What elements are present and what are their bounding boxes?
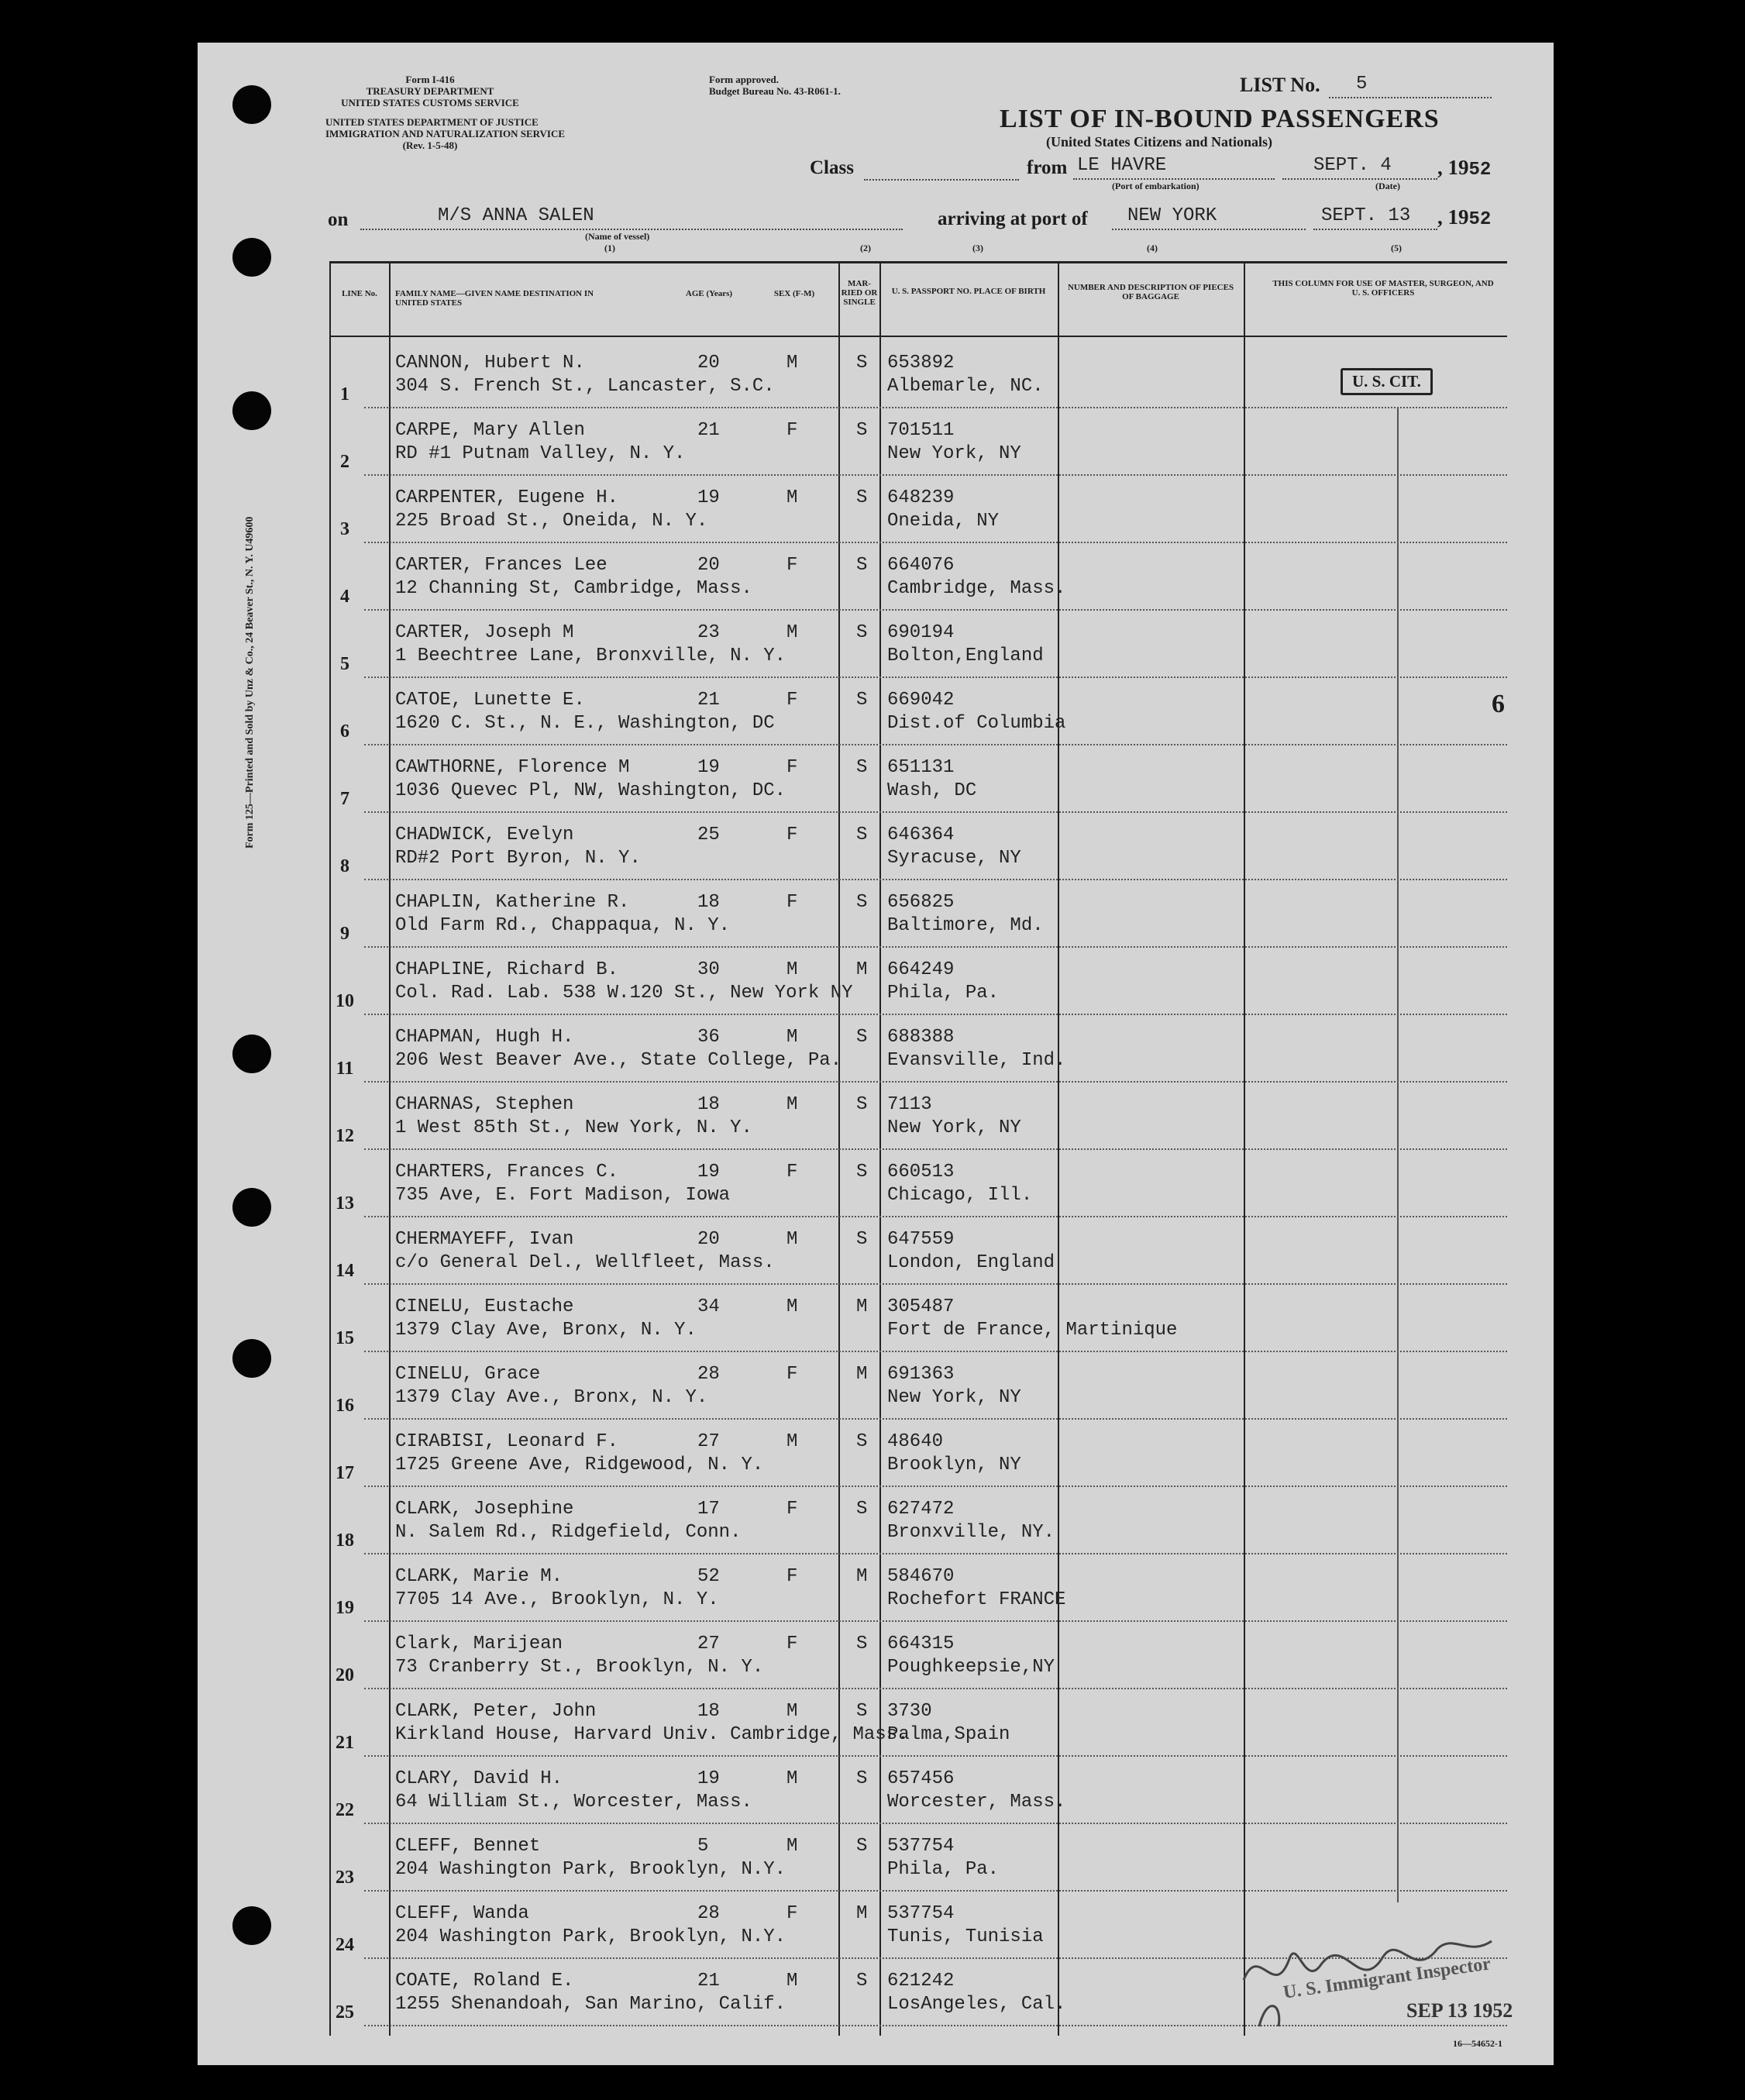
passport-number: 664315	[887, 1634, 955, 1654]
marital-status: M	[856, 1566, 868, 1587]
form-number: Form I-416	[405, 74, 455, 85]
table-row	[329, 1420, 1507, 1487]
marital-status: S	[856, 420, 868, 441]
table-row	[329, 476, 1507, 543]
passenger-address: 1620 C. St., N. E., Washington, DC	[395, 713, 775, 734]
passenger-age: 19	[697, 1162, 720, 1183]
line-number: 3	[340, 519, 349, 539]
passenger-age: 18	[697, 1701, 720, 1722]
passenger-sex: F	[786, 1566, 798, 1587]
vessel-caption: (Name of vessel)	[585, 231, 650, 242]
passenger-sex: M	[786, 1971, 798, 1992]
revision: (Rev. 1-5-48)	[402, 139, 458, 151]
departure-date: SEPT. 4	[1313, 155, 1392, 176]
passenger-age: 28	[697, 1903, 720, 1924]
marital-status: S	[856, 1094, 868, 1115]
line-number: 1	[340, 384, 349, 405]
passenger-sex: F	[786, 1634, 798, 1654]
passenger-name: CLEFF, Bennet	[395, 1836, 541, 1857]
place-of-birth: Rochefort FRANCE	[887, 1589, 1066, 1610]
marital-status: S	[856, 1634, 868, 1654]
line-number: 20	[336, 1665, 354, 1685]
passenger-address: c/o General Del., Wellfleet, Mass.	[395, 1252, 775, 1273]
passenger-name: Clark, Marijean	[395, 1634, 563, 1654]
passport-number: 48640	[887, 1431, 944, 1452]
place-of-birth: LosAngeles, Cal.	[887, 1994, 1066, 2015]
port-embark-caption: (Port of embarkation)	[1112, 181, 1199, 191]
passenger-name: CHAPLINE, Richard B.	[395, 959, 619, 980]
table-row	[329, 408, 1507, 476]
passport-number: 690194	[887, 622, 955, 643]
line-number: 6	[340, 721, 349, 742]
passenger-age: 21	[697, 420, 720, 441]
line-number: 19	[336, 1598, 354, 1618]
page-subtitle: (United States Citizens and Nationals)	[1046, 134, 1273, 150]
passenger-sex: M	[786, 1094, 798, 1115]
passenger-name: CHERMAYEFF, Ivan	[395, 1229, 574, 1250]
marital-status: S	[856, 1162, 868, 1183]
line-number: 18	[336, 1530, 354, 1551]
count-mark: 6	[1492, 690, 1505, 718]
passenger-address: 1379 Clay Ave., Bronx, N. Y.	[395, 1387, 708, 1408]
line-number: 21	[336, 1733, 354, 1753]
passenger-age: 25	[697, 825, 720, 845]
arrival-date: SEPT. 13	[1321, 205, 1411, 226]
passport-number: 305487	[887, 1296, 955, 1317]
passenger-sex: M	[786, 487, 798, 508]
passenger-name: CLARY, David H.	[395, 1768, 563, 1789]
inspector-stamp: U. S. Immigrant Inspector	[1282, 1954, 1492, 2003]
table-row	[329, 745, 1507, 813]
passenger-address: 1036 Quevec Pl, NW, Washington, DC.	[395, 780, 786, 801]
passenger-age: 5	[697, 1836, 709, 1857]
passenger-address: Col. Rad. Lab. 538 W.120 St., New York NY	[395, 983, 853, 1004]
from-label: from	[1027, 157, 1068, 178]
passenger-age: 20	[697, 1229, 720, 1250]
line-number: 22	[336, 1800, 354, 1820]
passenger-sex: F	[786, 757, 798, 778]
passenger-address: 1 West 85th St., New York, N. Y.	[395, 1117, 752, 1138]
passenger-address: 1725 Greene Ave, Ridgewood, N. Y.	[395, 1455, 764, 1475]
passenger-address: 1379 Clay Ave, Bronx, N. Y.	[395, 1320, 697, 1341]
on-label: on	[328, 209, 349, 230]
passport-number: 537754	[887, 1903, 955, 1924]
place-of-birth: Poughkeepsie,NY	[887, 1657, 1055, 1678]
passenger-sex: M	[786, 1027, 798, 1048]
line-number: 14	[336, 1261, 354, 1281]
passenger-name: CLARK, Marie M.	[395, 1566, 563, 1587]
marital-status: S	[856, 1971, 868, 1992]
date1-field	[1282, 155, 1437, 180]
place-of-birth: Cambridge, Mass.	[887, 578, 1066, 599]
passenger-address: 204 Washington Park, Brooklyn, N.Y.	[395, 1859, 786, 1880]
table-row	[329, 1824, 1507, 1892]
line-number: 15	[336, 1328, 354, 1348]
line-number: 2	[340, 452, 349, 472]
passenger-address: 735 Ave, E. Fort Madison, Iowa	[395, 1185, 731, 1206]
passenger-age: 23	[697, 622, 720, 643]
place-of-birth: Tunis, Tunisia	[887, 1926, 1044, 1947]
passport-number: 701511	[887, 420, 955, 441]
table-row	[329, 880, 1507, 948]
line-number: 7	[340, 789, 349, 809]
passenger-name: CINELU, Grace	[395, 1364, 541, 1385]
arrival-port-field	[1112, 205, 1306, 230]
line-number: 11	[336, 1059, 354, 1079]
binder-hole	[232, 391, 271, 430]
header-sex: SEX (F-M)	[773, 289, 815, 298]
year2: , 1952	[1437, 205, 1492, 230]
agency-block	[325, 74, 535, 108]
passport-number: 651131	[887, 757, 955, 778]
line-number: 4	[340, 587, 349, 607]
arrival-port: NEW YORK	[1127, 205, 1217, 226]
passport-number: 7113	[887, 1094, 932, 1115]
marital-status: S	[856, 1768, 868, 1789]
marital-status: S	[856, 825, 868, 845]
table-row	[329, 1352, 1507, 1420]
marital-status: S	[856, 353, 868, 374]
passenger-age: 17	[697, 1499, 720, 1520]
table-row	[329, 813, 1507, 880]
service: UNITED STATES CUSTOMS SERVICE	[341, 97, 519, 108]
passenger-age: 21	[697, 1971, 720, 1992]
passenger-sex: F	[786, 825, 798, 845]
header-age: AGE (Years)	[685, 289, 733, 298]
passport-number: 648239	[887, 487, 955, 508]
passenger-sex: F	[786, 1364, 798, 1385]
passenger-address: Kirkland House, Harvard Univ. Cambridge, Mass.	[395, 1724, 909, 1745]
printer-imprint: Form 125—Printed and Sold by Unz & Co., 24 Beaver St., N. Y. U49600	[244, 516, 256, 849]
marital-status: S	[856, 622, 868, 643]
passenger-address: 304 S. French St., Lancaster, S.C.	[395, 376, 775, 397]
marital-status: S	[856, 1701, 868, 1722]
line-number: 23	[336, 1868, 354, 1888]
passenger-sex: F	[786, 420, 798, 441]
marital-status: M	[856, 1364, 868, 1385]
passenger-age: 19	[697, 487, 720, 508]
passport-number: 669042	[887, 690, 955, 711]
port-embark-field	[1073, 155, 1275, 180]
place-of-birth: Dist.of Columbia	[887, 713, 1066, 734]
passenger-address: Old Farm Rd., Chappaqua, N. Y.	[395, 915, 731, 936]
passenger-sex: F	[786, 1499, 798, 1520]
passenger-name: CARPE, Mary Allen	[395, 420, 585, 441]
department: TREASURY DEPARTMENT	[366, 85, 494, 97]
passenger-address: 12 Channing St, Cambridge, Mass.	[395, 578, 752, 599]
header-line-no: LINE No.	[342, 289, 377, 298]
passenger-name: CARPENTER, Eugene H.	[395, 487, 619, 508]
passenger-name: CHADWICK, Evelyn	[395, 825, 574, 845]
passenger-sex: M	[786, 1836, 798, 1857]
table-row	[329, 1554, 1507, 1622]
passenger-age: 19	[697, 1768, 720, 1789]
passenger-address: N. Salem Rd., Ridgefield, Conn.	[395, 1522, 742, 1543]
passenger-age: 28	[697, 1364, 720, 1385]
passenger-sex: F	[786, 690, 798, 711]
passenger-sex: M	[786, 1768, 798, 1789]
table-row	[329, 1217, 1507, 1285]
tally-line	[1397, 407, 1399, 1902]
passport-number: 656825	[887, 892, 955, 913]
table-row	[329, 1083, 1507, 1150]
passenger-name: CHARNAS, Stephen	[395, 1094, 574, 1115]
passenger-address: 7705 14 Ave., Brooklyn, N. Y.	[395, 1589, 719, 1610]
passport-number: 664076	[887, 555, 955, 576]
line-number: 10	[336, 991, 354, 1011]
passport-number: 3730	[887, 1701, 932, 1722]
list-no-label: LIST No.	[1240, 74, 1320, 96]
binder-hole	[232, 1188, 271, 1227]
passenger-address: 204 Washington Park, Brooklyn, N.Y.	[395, 1926, 786, 1947]
passenger-name: CLEFF, Wanda	[395, 1903, 529, 1924]
line-number: 24	[336, 1935, 354, 1955]
passenger-address: 1 Beechtree Lane, Bronxville, N. Y.	[395, 645, 786, 666]
marital-status: M	[856, 959, 868, 980]
vessel-field	[360, 205, 903, 230]
page-title: LIST OF IN-BOUND PASSENGERS	[1000, 105, 1440, 133]
passenger-address: 64 William St., Worcester, Mass.	[395, 1792, 752, 1813]
header-officers: THIS COLUMN FOR USE OF MASTER, SURGEON, AND U. S. OFFICERS	[1272, 279, 1494, 298]
marital-status: S	[856, 555, 868, 576]
line-number: 9	[340, 924, 349, 944]
place-of-birth: Syracuse, NY	[887, 848, 1021, 869]
passenger-address: 206 West Beaver Ave., State College, Pa.	[395, 1050, 842, 1071]
table-row	[329, 1487, 1507, 1554]
passenger-age: 52	[697, 1566, 720, 1587]
passenger-sex: M	[786, 1701, 798, 1722]
passport-number: 691363	[887, 1364, 955, 1385]
passport-number: 584670	[887, 1566, 955, 1587]
passenger-sex: M	[786, 353, 798, 374]
place-of-birth: Brooklyn, NY	[887, 1455, 1021, 1475]
place-of-birth: Palma,Spain	[887, 1724, 1010, 1745]
passenger-age: 21	[697, 690, 720, 711]
passenger-sex: F	[786, 1903, 798, 1924]
place-of-birth: Fort de France, Martinique	[887, 1320, 1178, 1341]
binder-hole	[232, 1035, 271, 1073]
passenger-name: CHAPMAN, Hugh H.	[395, 1027, 574, 1048]
place-of-birth: Phila, Pa.	[887, 1859, 1000, 1880]
line-number: 16	[336, 1396, 354, 1416]
passport-number: 627472	[887, 1499, 955, 1520]
marital-status: S	[856, 1499, 868, 1520]
header-baggage: NUMBER AND DESCRIPTION OF PIECES OF BAGGAGE	[1067, 283, 1234, 301]
place-of-birth: Oneida, NY	[887, 511, 1000, 532]
table-row	[329, 1622, 1507, 1689]
approval-block: Form approved. Budget Bureau No. 43-R061-1.	[709, 74, 841, 97]
place-of-birth: New York, NY	[887, 443, 1021, 464]
place-of-birth: Phila, Pa.	[887, 983, 1000, 1004]
line-number: 25	[336, 2002, 354, 2023]
table-row	[329, 1757, 1507, 1824]
date-caption: (Date)	[1375, 181, 1400, 191]
passenger-name: CANNON, Hubert N.	[395, 353, 585, 374]
marital-status: M	[856, 1296, 868, 1317]
table-row	[329, 948, 1507, 1015]
marital-status: S	[856, 690, 868, 711]
passport-number: 647559	[887, 1229, 955, 1250]
passenger-name: CLARK, Josephine	[395, 1499, 574, 1520]
marital-status: S	[856, 892, 868, 913]
passenger-name: CLARK, Peter, John	[395, 1701, 597, 1722]
place-of-birth: Bronxville, NY.	[887, 1522, 1055, 1543]
table-row	[329, 543, 1507, 611]
place-of-birth: Evansville, Ind.	[887, 1050, 1066, 1071]
footer-code: 16—54652-1	[1453, 2038, 1502, 2049]
passenger-name: CINELU, Eustache	[395, 1296, 574, 1317]
line-number: 8	[340, 856, 349, 876]
passenger-age: 30	[697, 959, 720, 980]
passenger-age: 34	[697, 1296, 720, 1317]
inspection-date-stamp: SEP 13 1952	[1406, 1999, 1513, 2022]
place-of-birth: Albemarle, NC.	[887, 376, 1044, 397]
place-of-birth: Wash, DC	[887, 780, 977, 801]
passport-number: 657456	[887, 1768, 955, 1789]
passenger-name: CAWTHORNE, Florence M	[395, 757, 630, 778]
place-of-birth: Chicago, Ill.	[887, 1185, 1033, 1206]
passport-number: 621242	[887, 1971, 955, 1992]
us-citizen-stamp: U. S. CIT.	[1341, 368, 1433, 395]
header-married: MAR- RIED OR SINGLE	[841, 279, 878, 307]
passport-number: 646364	[887, 825, 955, 845]
table-row	[329, 678, 1507, 745]
passport-number: 660513	[887, 1162, 955, 1183]
binder-hole	[232, 85, 271, 124]
passenger-sex: F	[786, 892, 798, 913]
table-row	[329, 1150, 1507, 1217]
passenger-age: 18	[697, 892, 720, 913]
passenger-sex: M	[786, 1431, 798, 1452]
place-of-birth: London, England	[887, 1252, 1055, 1273]
passenger-age: 36	[697, 1027, 720, 1048]
passenger-name: COATE, Roland E.	[395, 1971, 574, 1992]
table-row	[329, 1285, 1507, 1352]
passport-number: 537754	[887, 1836, 955, 1857]
passenger-name: CIRABISI, Leonard F.	[395, 1431, 619, 1452]
table-header-border	[329, 336, 1507, 337]
place-of-birth: New York, NY	[887, 1117, 1021, 1138]
marital-status: S	[856, 487, 868, 508]
passenger-address: 225 Broad St., Oneida, N. Y.	[395, 511, 708, 532]
table-top-border	[329, 261, 1507, 263]
line-number: 5	[340, 654, 349, 674]
passenger-name: CARTER, Frances Lee	[395, 555, 607, 576]
place-of-birth: New York, NY	[887, 1387, 1021, 1408]
service-2: IMMIGRATION AND NATURALIZATION SERVICE	[325, 128, 566, 139]
marital-status: M	[856, 1903, 868, 1924]
passenger-sex: M	[786, 1229, 798, 1250]
passenger-name: CHARTERS, Frances C.	[395, 1162, 619, 1183]
passenger-name: CHAPLIN, Katherine R.	[395, 892, 630, 913]
list-no-field: 5	[1329, 74, 1492, 98]
passenger-age: 20	[697, 555, 720, 576]
line-number: 12	[336, 1126, 354, 1146]
passenger-sex: F	[786, 555, 798, 576]
place-of-birth: Baltimore, Md.	[887, 915, 1044, 936]
manifest-page: Form 125—Printed and Sold by Unz & Co., 24 Beaver St., N. Y. U49600 Form I-416 TREASURY DEPARTMENT UNITED STATES CUSTOMS SERVICE UNITED STATES DEPARTMENT OF JUSTICE IMMIGRATION AND NATURALIZATION SERVICE (Rev. 1-5-48) Form approved. Budget Bureau No. 43-R061-1. LIST No. 5 LIST OF IN-BOUND PASSENGERS (United States Citizens and Nationals) Class from LE HAVRE (Port of embarkation) SEPT. 4 (Date) , 1952 on M/S ANNA SALEN (Name of vessel) (1) arriving at port of NEW YORK SEPT. 13 , 1952 (2) (3) (4) (5) LINE No. FAMILY NAME—GIVEN NAME DESTINATION IN UNITED STATES AGE (Years) SEX (F-M) MAR- RIED OR SINGLE U. S. PASSPORT NO. PLACE OF BIRTH NUMBER AND DESCRIPTION OF PIECES OF BAGGAGE THIS COLUMN FOR USE OF MASTER, SURGEON, AND U. S. OFFICERS 1 CANNON, Hubert N. 304 S. French St., Lancaster, S.C. 20 M S 653892 Albemarle, NC. 2 CARPE, Mary Allen RD #1 Putnam Valley, N. Y. 21 F S 701511 New York, NY 3 CARPENTER, Eugene H. 225 Broad St., Oneida, N. Y. 19 M S 648239 Oneida, NY 4 CARTER, Frances Lee 12 Channing St, Cambridge, Mass. 20 F S 664076 Cambridge, Mass. 5 CARTER, Joseph M 1 Beechtree Lane, Bronxville, N. Y. 23 M S 690194 Bolton,England 6 CATOE, Lunette E. 1620 C. St., N. E., Washington, DC 21 F S 669042 Dist.of Columbia 7 CAWTHORNE, Florence M 1036 Quevec Pl, NW, Washington, DC. 19 F S 651131 Wash, DC 8 CHADWICK, Evelyn RD#2 Port Byron, N. Y. 25 F S 646364 Syracuse, NY 9 CHAPLIN, Katherine R. Old Farm Rd., Chappaqua, N. Y. 18 F S 656825 Baltimore, Md. 10 CHAPLINE, Richard B. Col. Rad. Lab. 538 W.120 St., New York NY 30 M M 664249 Phila, Pa. 11 CHAPMAN, Hugh H. 206 West Beaver Ave., State College, Pa. 36 M S 688388 Evansville, Ind. 12 CHARNAS, Stephen 1 West 85th St., New York, N. Y. 18 M S 7113 New York, NY 13 CHARTERS, Frances C. 735 Ave, E. Fort Madison, Iowa 19 F S 660513 Chicago, Ill. 14 CHERMAYEFF, Ivan c/o General Del., Wellfleet, Mass. 20 M S 647559 London, England 15 CINELU, Eustache 1379 Clay Ave, Bronx, N. Y. 34 M M 305487 Fort de France, Martinique 16 CINELU, Grace 1379 Clay Ave., Bronx, N. Y. 28 F M 691363 New York, NY 17 CIRABISI, Leonard F. 1725 Greene Ave, Ridgewood, N. Y. 27 M S 48640 Brooklyn, NY 18 CLARK, Josephine N. Salem Rd., Ridgefield, Conn. 17 F S 627472 Bronxville, NY. 19 CLARK, Marie M. 7705 14 Ave., Brooklyn, N. Y. 52 F M 584670 Rochefort FRANCE 20 Clark, Marijean 73 Cranberry St., Brooklyn, N. Y. 27 F S 664315 Poughkeepsie,NY 21 CLARK, Peter, John Kirkland House, Harvard Univ. Cambridge, Mass. 18 M S 3730 Palma,Spain 22 CLARY, David H. 64 William St., Worcester, Mass. 19 M S 657456 Worcester, Mass. 23 CLEFF, Bennet 204 Washington Park, Brooklyn, N.Y. 5 M S 537754 Phila, Pa. 24 CLEFF, Wanda 204 Washington Park, Brooklyn, N.Y. 28 F M 537754 Tunis, Tunisia 25 COATE, Roland E. 1255 Shenandoah, San Marino, Calif. 21 M S 621242 LosAngeles, Cal. U. S. CIT. 6 U. S. Immigrant Inspector SEP 13 1952 16—54652-1	[198, 43, 1554, 2065]
passenger-address: RD #1 Putnam Valley, N. Y.	[395, 443, 686, 464]
agency-block-2	[325, 116, 566, 151]
class-field	[864, 157, 1019, 181]
header-name: FAMILY NAME—GIVEN NAME DESTINATION IN UNITED STATES	[395, 289, 594, 308]
date2-field	[1313, 205, 1437, 230]
passenger-sex: F	[786, 1162, 798, 1183]
passenger-address: 73 Cranberry St., Brooklyn, N. Y.	[395, 1657, 764, 1678]
place-of-birth: Bolton,England	[887, 645, 1044, 666]
class-label: Class	[810, 157, 854, 178]
line-number: 17	[336, 1463, 354, 1483]
passenger-name: CARTER, Joseph M	[395, 622, 574, 643]
passenger-sex: M	[786, 1296, 798, 1317]
passenger-sex: M	[786, 622, 798, 643]
passenger-age: 18	[697, 1094, 720, 1115]
table-row	[329, 341, 1507, 408]
passenger-sex: M	[786, 959, 798, 980]
header-passport: U. S. PASSPORT NO. PLACE OF BIRTH	[891, 287, 1046, 296]
table-row	[329, 1015, 1507, 1083]
table-row	[329, 611, 1507, 678]
year1: , 1952	[1437, 156, 1492, 181]
table-row	[329, 1689, 1507, 1757]
passenger-name: CATOE, Lunette E.	[395, 690, 585, 711]
passenger-age: 19	[697, 757, 720, 778]
marital-status: S	[856, 1836, 868, 1857]
inspector-signature	[1228, 1910, 1507, 2034]
binder-hole	[232, 1906, 271, 1945]
passport-number: 688388	[887, 1027, 955, 1048]
marital-status: S	[856, 757, 868, 778]
passenger-age: 20	[697, 353, 720, 374]
arriving-label: arriving at port of	[938, 208, 1088, 229]
passport-number: 653892	[887, 353, 955, 374]
marital-status: S	[856, 1431, 868, 1452]
passenger-age: 27	[697, 1634, 720, 1654]
marital-status: S	[856, 1229, 868, 1250]
binder-hole	[232, 1339, 271, 1378]
binder-hole	[232, 238, 271, 277]
passenger-address: 1255 Shenandoah, San Marino, Calif.	[395, 1994, 786, 2015]
passenger-age: 27	[697, 1431, 720, 1452]
department-2: UNITED STATES DEPARTMENT OF JUSTICE	[325, 116, 539, 128]
marital-status: S	[856, 1027, 868, 1048]
passenger-address: RD#2 Port Byron, N. Y.	[395, 848, 641, 869]
passport-number: 664249	[887, 959, 955, 980]
place-of-birth: Worcester, Mass.	[887, 1792, 1066, 1813]
vessel-name: M/S ANNA SALEN	[438, 205, 594, 226]
line-number: 13	[336, 1193, 354, 1214]
port-of-embarkation: LE HAVRE	[1077, 155, 1167, 176]
